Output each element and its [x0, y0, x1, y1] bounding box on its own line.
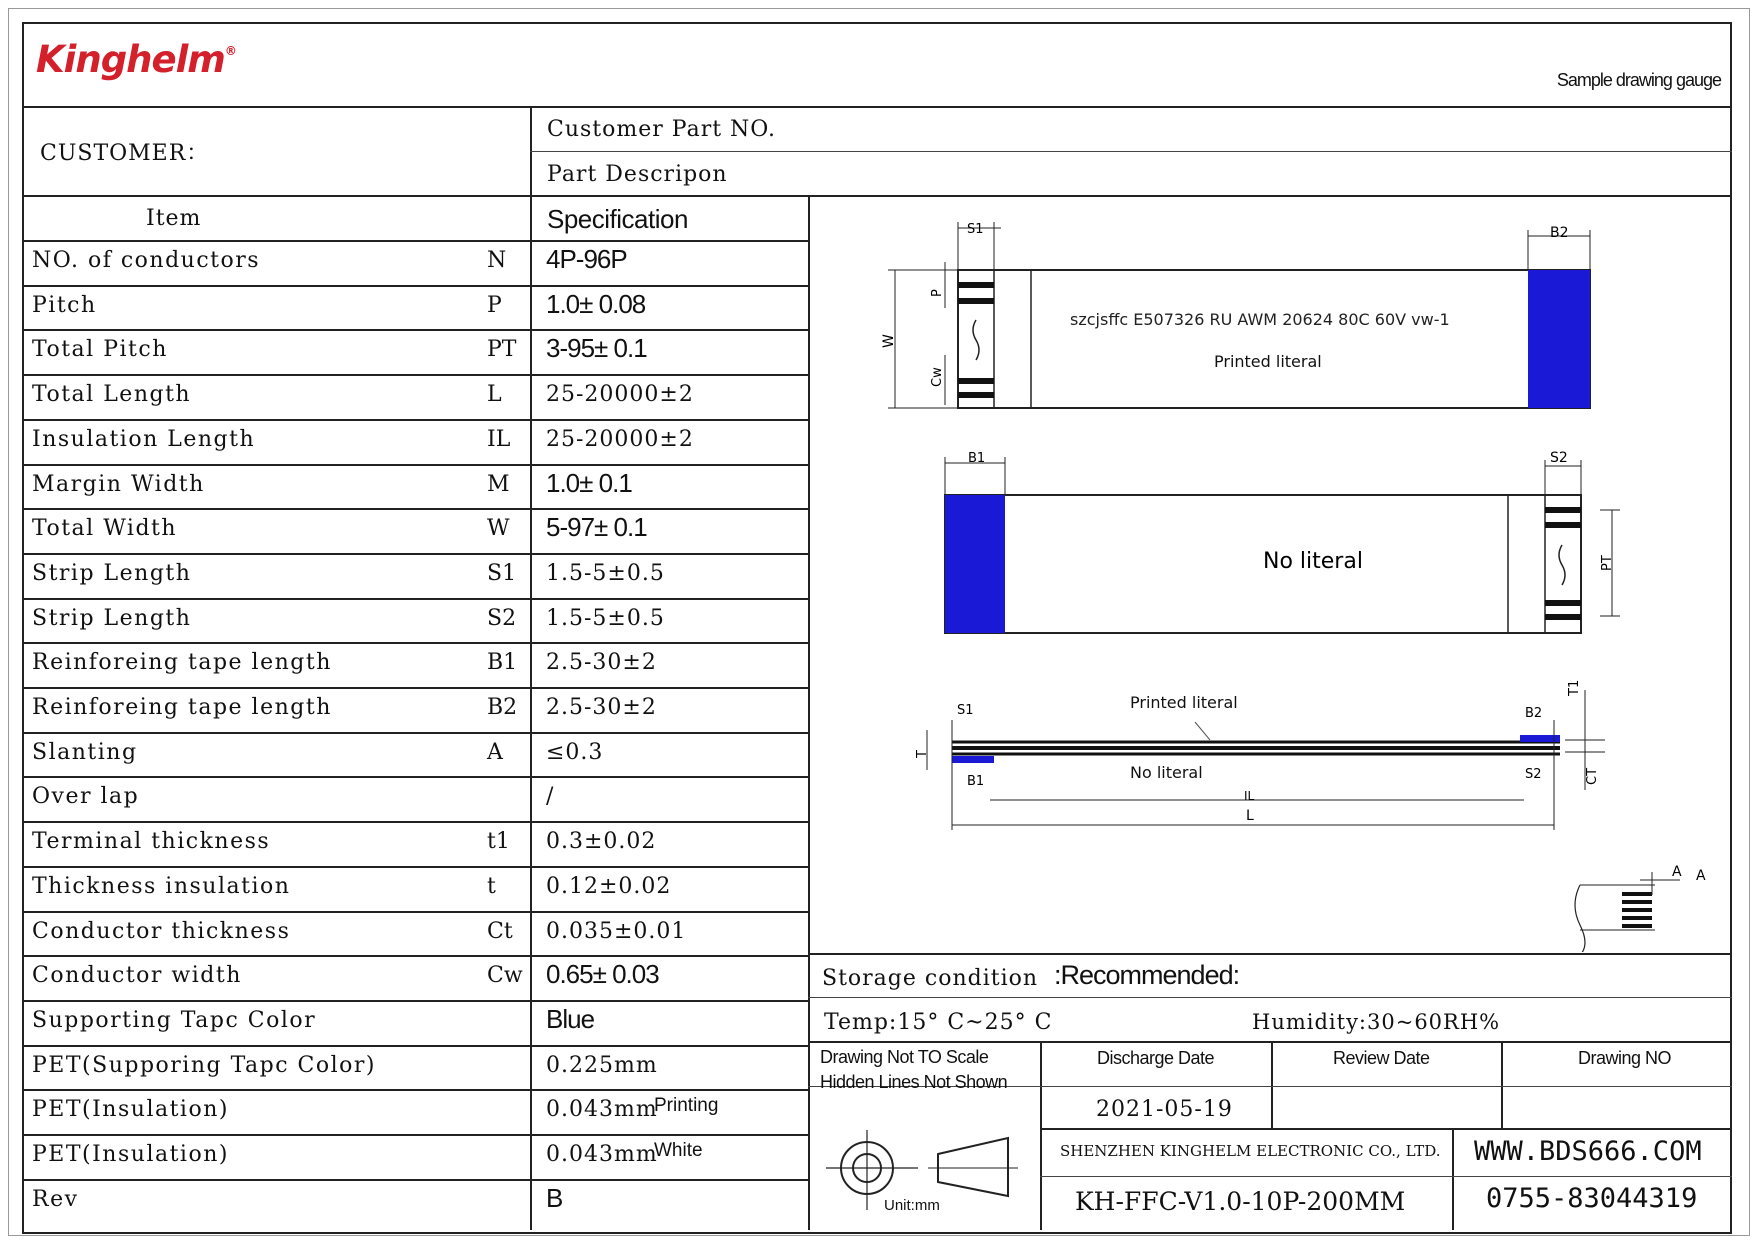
side-view-cable	[915, 680, 1605, 830]
spec-item-label: Total Width	[32, 516, 178, 541]
spec-symbol: L	[487, 382, 502, 407]
spec-row	[22, 732, 812, 777]
spec-symbol: t1	[487, 829, 510, 854]
spec-value: 0.3±0.02	[546, 829, 657, 854]
tb-divider-3	[1501, 1041, 1503, 1128]
b1-label-mid: B1	[968, 451, 986, 466]
humidity-range: Humidity:30~60RH%	[1252, 1010, 1501, 1034]
spec-value: 5-97± 0.1	[546, 512, 647, 542]
w-label: W	[881, 334, 897, 348]
pt-label: PT	[1600, 555, 1615, 571]
spec-item-label: Strip Length	[32, 606, 192, 631]
spec-symbol: N	[487, 248, 507, 273]
spec-item-label: Supporting Tapc Color	[32, 1008, 317, 1033]
no-literal-2: No literal	[1130, 763, 1203, 782]
spec-value: 2.5-30±2	[546, 650, 657, 675]
spec-item-label: Strip Length	[32, 561, 192, 586]
s1-label-top: S1	[967, 222, 984, 237]
tb-line-2	[1040, 1128, 1732, 1130]
pet-note: White	[654, 1140, 703, 1161]
spec-item-label: Rev	[32, 1187, 79, 1212]
spec-value: B	[546, 1183, 563, 1213]
blue-tape-b1	[945, 495, 1005, 633]
spec-row	[22, 1134, 812, 1179]
spec-value: 3-95± 0.1	[546, 333, 647, 363]
spec-row	[22, 419, 812, 464]
s2-label-side: S2	[1525, 767, 1542, 782]
spec-value: 0.035±0.01	[546, 919, 687, 944]
company-name: SHENZHEN KINGHELM ELECTRONIC CO., LTD.	[1060, 1142, 1441, 1160]
spec-value: ≤0.3	[546, 740, 604, 765]
spec-symbol: Cw	[487, 963, 523, 988]
spec-item-label: Pitch	[32, 293, 97, 318]
storage-condition-label: Storage condition	[822, 966, 1039, 991]
t-label: T	[915, 750, 930, 758]
item-column-header: Item	[146, 206, 202, 231]
spec-row	[22, 553, 812, 598]
spec-value: 4P-96P	[546, 244, 627, 274]
phone-number: 0755-83044319	[1486, 1183, 1698, 1214]
unit-label: Unit:mm	[884, 1197, 940, 1214]
spec-row	[22, 866, 812, 911]
printed-literal-1: Printed literal	[1214, 352, 1322, 371]
spec-symbol: W	[487, 516, 510, 541]
b2-label-side: B2	[1525, 706, 1543, 721]
spec-row	[22, 464, 812, 509]
spec-item-label: Conductor width	[32, 963, 242, 988]
tb-line-3	[1040, 1176, 1732, 1177]
spec-row	[22, 687, 812, 732]
cw-label: Cw	[930, 367, 945, 387]
spec-item-label: Over lap	[32, 784, 140, 809]
spec-value: 1.0± 0.1	[546, 468, 632, 498]
customer-part-label: Customer Part NO.	[547, 117, 777, 142]
storage-mid-line	[808, 997, 1732, 998]
ct-label: CT	[1585, 767, 1600, 785]
spec-symbol: M	[487, 472, 510, 497]
b1-label-side: B1	[967, 774, 985, 789]
spec-item-label: Thickness insulation	[32, 874, 291, 899]
spec-value: /	[546, 784, 555, 809]
title-block-top	[808, 1041, 1732, 1043]
spec-row	[22, 776, 812, 821]
pet-note: Printing	[654, 1095, 719, 1116]
spec-item-label: Total Pitch	[32, 337, 168, 362]
spec-item-label: Total Length	[32, 382, 192, 407]
bottom-view-cable	[945, 450, 1620, 633]
discharge-date-label: Discharge Date	[1097, 1048, 1215, 1068]
il-label: IL	[1244, 789, 1255, 803]
spec-row	[22, 911, 812, 956]
spec-symbol: A	[487, 740, 503, 765]
spec-item-label: PET(Supporing Tapc Color)	[32, 1053, 377, 1078]
spec-row	[22, 508, 812, 553]
spec-value: 0.043mm	[546, 1142, 658, 1167]
spec-item-label: Reinforeing tape length	[32, 695, 332, 720]
spec-value: 0.043mm	[546, 1097, 658, 1122]
spec-symbol: t	[487, 874, 496, 899]
part-number: KH-FFC-V1.0-10P-200MM	[1075, 1187, 1406, 1216]
spec-row	[22, 329, 812, 374]
spec-symbol: Ct	[487, 919, 513, 944]
tb-divider-4	[1452, 1128, 1454, 1230]
tb-divider-2	[1271, 1041, 1273, 1128]
spec-symbol: S2	[487, 606, 517, 631]
spec-symbol: B2	[487, 695, 518, 720]
spec-row	[22, 821, 812, 866]
recommended-label: :Recommended:	[1054, 960, 1240, 990]
website: WWW.BDS666.COM	[1474, 1136, 1702, 1167]
spec-item-label: PET(Insulation)	[32, 1097, 229, 1122]
no-literal-1: No literal	[1263, 549, 1363, 574]
tb-line-1	[1040, 1086, 1732, 1087]
spec-item-label: Terminal thickness	[32, 829, 271, 854]
spec-value: 1.0± 0.08	[546, 289, 646, 319]
spec-item-label: PET(Insulation)	[32, 1142, 229, 1167]
spec-value: 25-20000±2	[546, 382, 694, 407]
header-divider	[22, 106, 1732, 108]
p-label: P	[930, 289, 945, 297]
part-description-label: Part Descripon	[547, 162, 728, 187]
spec-row	[22, 1000, 812, 1045]
spec-row	[22, 240, 812, 285]
spec-value: 1.5-5±0.5	[546, 606, 665, 631]
customer-label: CUSTOMER：	[40, 141, 210, 166]
sample-drawing-gauge: Sample drawing gauge	[1556, 70, 1721, 90]
a-label-ref: A	[1696, 868, 1706, 884]
spec-symbol: S1	[487, 561, 517, 586]
spec-row	[22, 642, 812, 687]
spec-item-label: Slanting	[32, 740, 138, 765]
a-label: A	[1672, 864, 1682, 880]
spec-value: 0.65± 0.03	[546, 959, 659, 989]
spec-symbol: B1	[487, 650, 518, 675]
s2-label-mid: S2	[1550, 450, 1568, 466]
spec-row	[22, 955, 812, 1000]
kinghelm-logo	[36, 38, 236, 81]
spec-row	[22, 374, 812, 419]
blue-tape-b2	[1528, 270, 1590, 408]
logo-text: Kinghelm	[36, 38, 225, 81]
spec-symbol: IL	[487, 427, 511, 452]
ffc-drawing	[810, 197, 1730, 952]
spec-item-label: Margin Width	[32, 472, 205, 497]
t1-label: T1	[1567, 679, 1582, 696]
spec-symbol: PT	[487, 337, 517, 362]
spec-item-label: Insulation Length	[32, 427, 256, 452]
not-to-scale-note: Drawing Not TO Scale	[820, 1047, 989, 1067]
tb-divider-1	[1040, 1041, 1042, 1230]
spec-value: 2.5-30±2	[546, 695, 657, 720]
spec-value: 0.225mm	[546, 1053, 658, 1078]
spec-item-label: NO. of conductors	[32, 248, 261, 273]
part-divider	[530, 151, 1732, 152]
spec-item-label: Conductor thickness	[32, 919, 291, 944]
slanting-detail	[1575, 864, 1706, 952]
spec-value: 1.5-5±0.5	[546, 561, 665, 586]
spec-value: Blue	[546, 1004, 595, 1034]
printed-literal-2: Printed literal	[1130, 693, 1238, 712]
specification-column-header: Specification	[547, 204, 688, 234]
spec-row	[22, 598, 812, 643]
review-date-label: Review Date	[1333, 1048, 1430, 1068]
spec-row	[22, 285, 812, 330]
spec-value: 25-20000±2	[546, 427, 694, 452]
temperature-range: Temp:15° C~25° C	[824, 1010, 1053, 1035]
print-text: szcjsffc E507326 RU AWM 20624 80C 60V vw-1	[1070, 310, 1450, 329]
spec-row	[22, 1089, 812, 1134]
top-view-cable	[881, 222, 1590, 408]
spec-row	[22, 1179, 812, 1224]
spec-value: 0.12±0.02	[546, 874, 672, 899]
storage-top-line	[808, 953, 1732, 955]
registered-mark: ®	[224, 44, 236, 58]
discharge-date-value: 2021-05-19	[1096, 1097, 1233, 1122]
b2-label-top: B2	[1550, 225, 1569, 241]
s1-label-side: S1	[957, 703, 974, 718]
spec-item-label: Reinforeing tape length	[32, 650, 332, 675]
spec-symbol: P	[487, 293, 502, 318]
l-label: L	[1246, 808, 1254, 824]
drawing-no-label: Drawing NO	[1578, 1048, 1672, 1068]
hidden-lines-note: Hidden Lines Not Shown	[820, 1072, 1008, 1092]
spec-row	[22, 1045, 812, 1090]
